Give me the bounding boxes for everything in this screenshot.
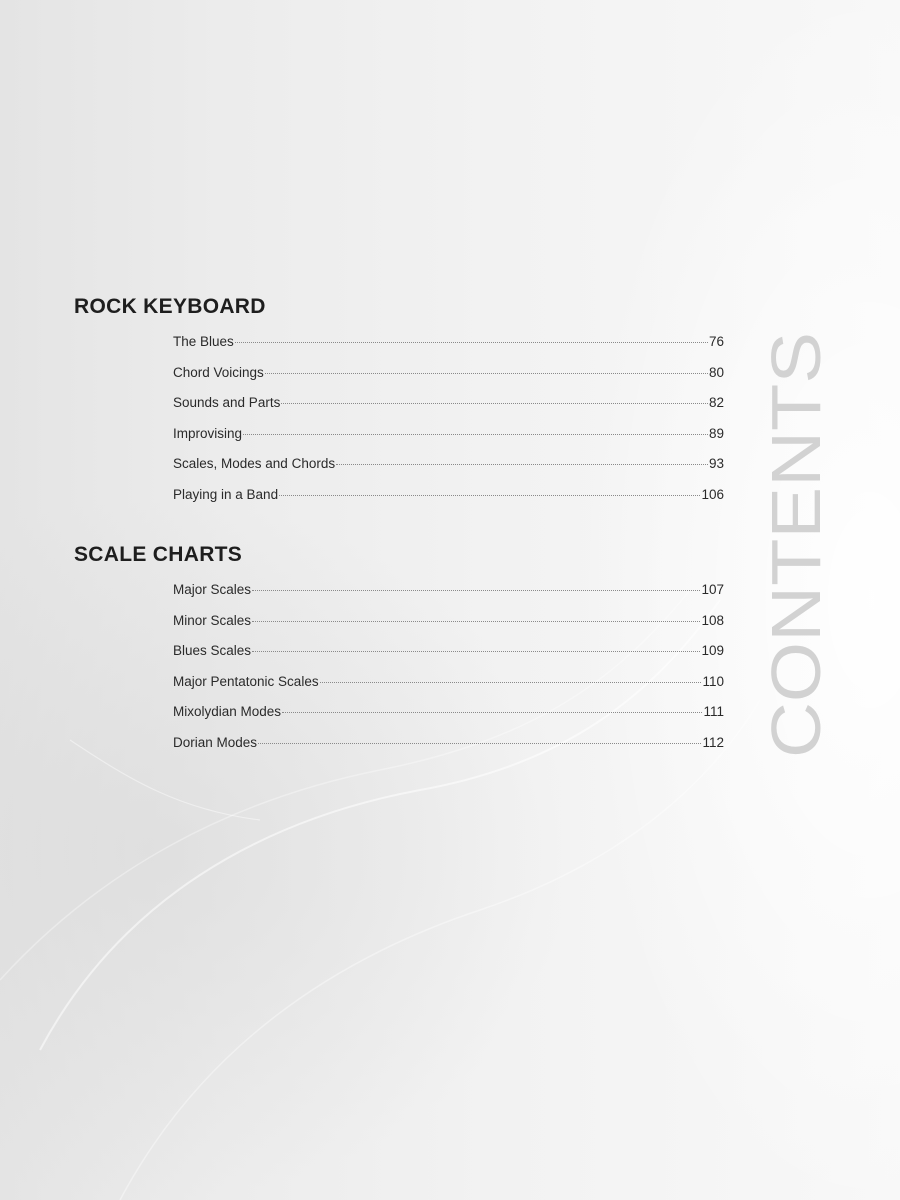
toc-entry[interactable] <box>173 487 724 518</box>
toc-entry[interactable] <box>173 735 724 766</box>
dot-leader <box>243 434 708 435</box>
toc-entry-title: Sounds and Parts <box>173 395 281 410</box>
toc-entry-title: Blues Scales <box>173 643 252 658</box>
toc-list-rock-keyboard <box>173 334 724 517</box>
toc-entry-page: 80 <box>708 364 724 380</box>
toc-entry[interactable] <box>173 365 724 396</box>
dot-leader <box>336 464 708 465</box>
toc-entry-title: Improvising <box>173 425 243 441</box>
dot-leader <box>235 342 708 343</box>
dot-leader <box>281 403 708 404</box>
toc-entry-title: Minor Scales <box>173 612 252 628</box>
toc-entry-title: Chord Voicings <box>173 364 264 380</box>
dot-leader <box>258 743 701 744</box>
toc-entry-page: 111 <box>703 704 724 719</box>
toc-entry-title: Mixolydian Modes <box>173 704 282 719</box>
toc-entry[interactable] <box>173 582 724 613</box>
toc-entry-title: The Blues <box>173 334 234 349</box>
toc-entry-page: 76 <box>708 334 724 349</box>
dot-leader <box>252 651 700 652</box>
dot-leader <box>320 682 702 683</box>
toc-entry-page: 110 <box>702 673 724 689</box>
toc-entry-page: 109 <box>701 643 724 658</box>
toc-entry[interactable] <box>173 643 724 674</box>
toc-entry[interactable] <box>173 395 724 426</box>
dot-leader <box>282 712 702 713</box>
toc-list-scale-charts <box>173 582 724 765</box>
dot-leader <box>265 373 708 374</box>
contents-side-heading <box>757 330 835 760</box>
toc-entry-title: Dorian Modes <box>173 734 258 750</box>
dot-leader <box>252 590 700 591</box>
contents-side-heading-text: CONTENTS <box>757 373 835 758</box>
toc-entry-title: Playing in a Band <box>173 486 279 502</box>
section-title-rock-keyboard: ROCK KEYBOARD <box>74 295 266 318</box>
toc-entry-page: 82 <box>708 395 724 410</box>
toc-entry[interactable] <box>173 334 724 365</box>
dot-leader <box>279 495 700 496</box>
toc-entry-title: Major Pentatonic Scales <box>173 673 319 689</box>
toc-entry-page: 106 <box>701 486 724 502</box>
toc-entry-page: 112 <box>702 734 724 750</box>
toc-entry-page: 108 <box>701 612 724 628</box>
toc-entry[interactable] <box>173 426 724 457</box>
toc-entry-page: 93 <box>708 456 724 471</box>
toc-entry-title: Scales, Modes and Chords <box>173 456 336 471</box>
toc-entry-page: 107 <box>701 582 724 597</box>
section-title-scale-charts: SCALE CHARTS <box>74 543 243 566</box>
toc-entry[interactable] <box>173 613 724 644</box>
toc-entry[interactable] <box>173 704 724 735</box>
toc-entry[interactable] <box>173 456 724 487</box>
toc-entry-title: Major Scales <box>173 582 252 597</box>
toc-entry-page: 89 <box>708 425 724 441</box>
dot-leader <box>252 621 700 622</box>
toc-entry[interactable] <box>173 674 724 705</box>
